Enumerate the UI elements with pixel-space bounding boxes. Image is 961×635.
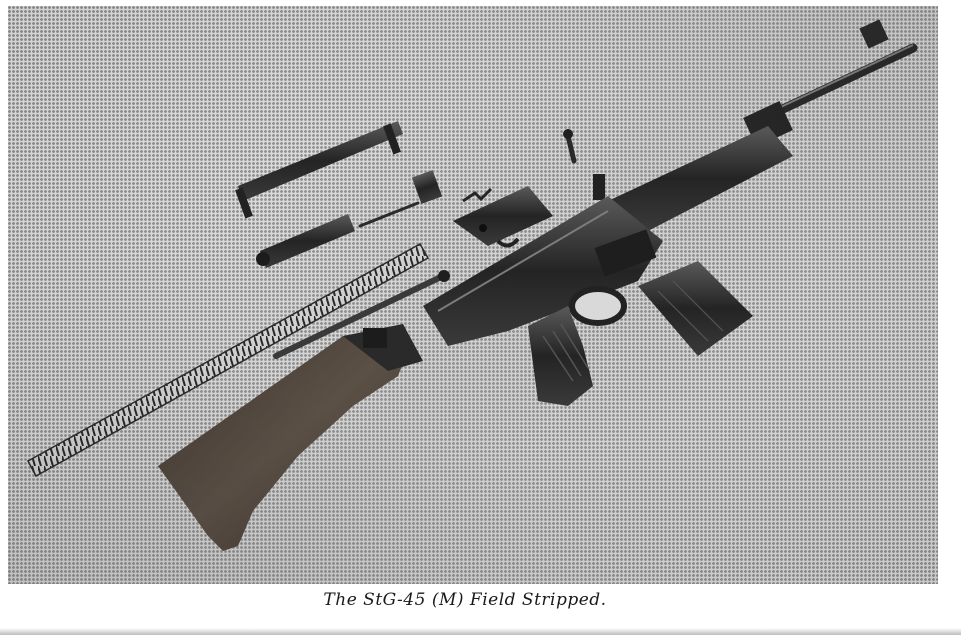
field-stripped-rifle-illustration bbox=[8, 6, 938, 584]
trigger-group bbox=[453, 186, 553, 246]
firing-pin bbox=[360, 203, 418, 226]
retaining-pin bbox=[563, 129, 574, 161]
figure-caption: The StG-45 (M) Field Stripped. bbox=[323, 590, 607, 610]
magazine bbox=[638, 261, 753, 356]
bolt-head bbox=[412, 170, 442, 204]
small-spring-clip bbox=[463, 189, 491, 201]
photograph bbox=[8, 6, 938, 584]
bolt bbox=[256, 214, 355, 268]
wooden-stock bbox=[158, 324, 423, 551]
page-bottom-edge bbox=[0, 628, 961, 635]
dust-cover bbox=[235, 121, 403, 218]
